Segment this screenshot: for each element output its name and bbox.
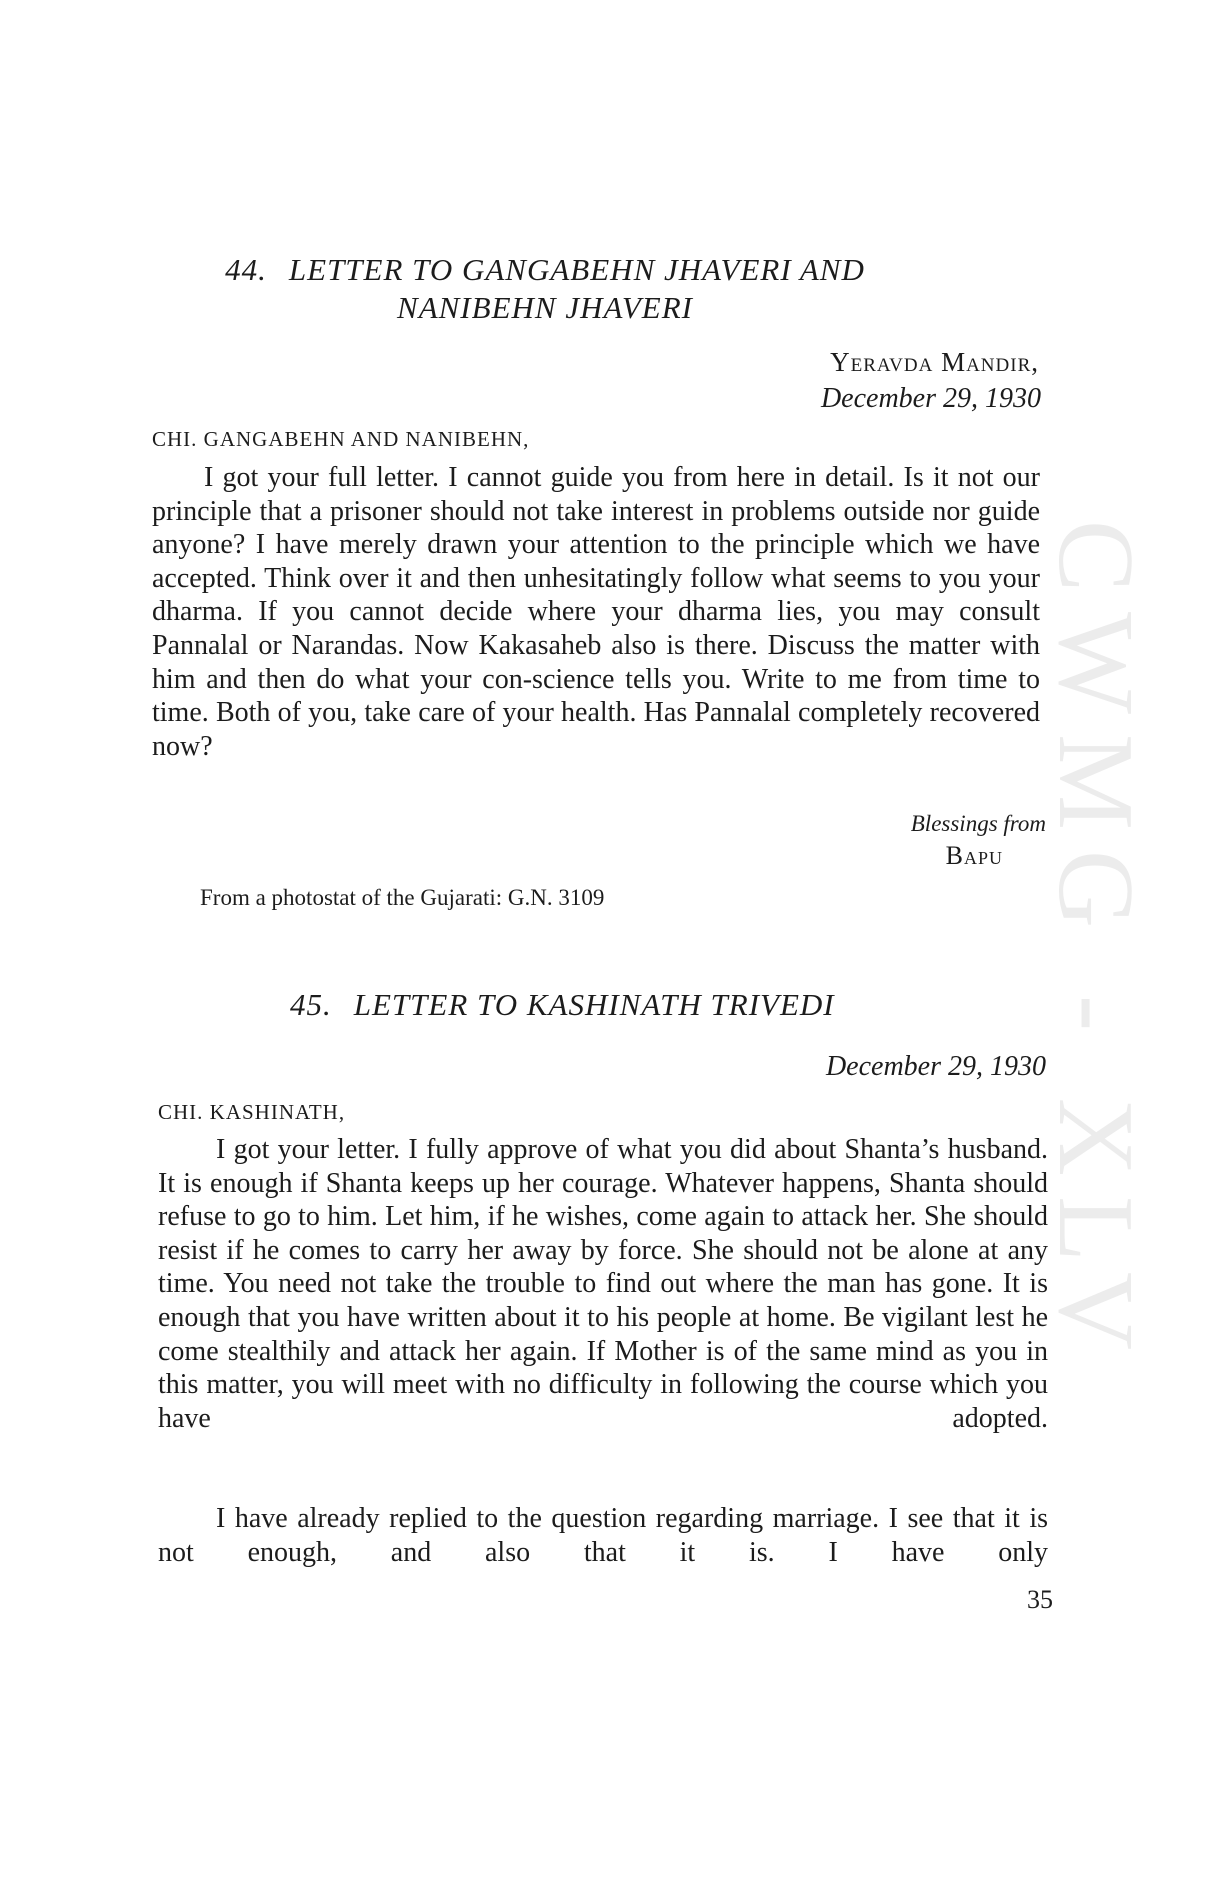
- letter-45-title: LETTER TO KASHINATH TRIVEDI: [353, 987, 835, 1022]
- page-number: 35: [1027, 1585, 1053, 1614]
- watermark: CWMG - XLV: [1036, 519, 1155, 1371]
- letter-45-number: 45.: [290, 987, 332, 1022]
- letter-44-blessing: Blessings from: [910, 811, 1046, 836]
- letter-44-title-line2: NANIBEHN JHAVERI: [397, 290, 693, 325]
- letter-44-title-line1: [150, 251, 940, 289]
- letter-44-salutation: CHI. GANGABEHN AND NANIBEHN,: [152, 427, 530, 451]
- letter-44-number: 44.: [225, 252, 267, 287]
- letter-44-body: I got your full letter. I cannot guide you from here in detail. Is it not our principle that a prisoner should not take interest in problems outside nor guide anyone? I have merely drawn your attention to the principle which we have accepted. Think over it and then unhesitatingly follow what seems to you your dharma. If you cannot decide where your dharma lies, you may consult Pannalal or Narandas. Now Kakasaheb also is there. Discuss the matter with him and then do what your con-science tells you. Write to me from time to time. Both of you, take care of your health. Has Pannalal completely recovered now?: [152, 462, 1040, 762]
- letter-45-heading: [290, 986, 910, 1024]
- letter-44-title: LETTER TO GANGABEHN JHAVERI AND: [288, 252, 865, 287]
- letter-44-signature: Bapu: [945, 841, 1003, 870]
- letter-44-heading: [150, 251, 940, 327]
- letter-45-paragraph-2: I have already replied to the question regarding marriage. I see that it is not enough, and also that it is. I have only: [158, 1503, 1048, 1568]
- letter-44-source: From a photostat of the Gujarati: G.N. 3109: [200, 885, 605, 910]
- letter-45-salutation: CHI. KASHINATH,: [158, 1100, 346, 1124]
- letter-44-place: Yeravda Mandir,: [830, 347, 1039, 377]
- letter-45-paragraph-1: I got your letter. I fully approve of what you did about Shanta’s husband. It is enough if Shanta keeps up her courage. Whatever happens, Shanta should refuse to go to him. Let him, if he wishes, come again to attack her. She should resist if he comes to carry her away by force. She should not be alone at any time. You need not take the trouble to find out where the man has gone. It is enough that you have written about it to his people at home. Be vigilant lest he come stealthily and attack her again. If Mother is of the same mind as you in this matter, you will meet with no difficulty in following the course which you have adopted.: [158, 1134, 1048, 1434]
- letter-44-date: December 29, 1930: [820, 383, 1041, 414]
- letter-45-date: December 29, 1930: [825, 1051, 1046, 1082]
